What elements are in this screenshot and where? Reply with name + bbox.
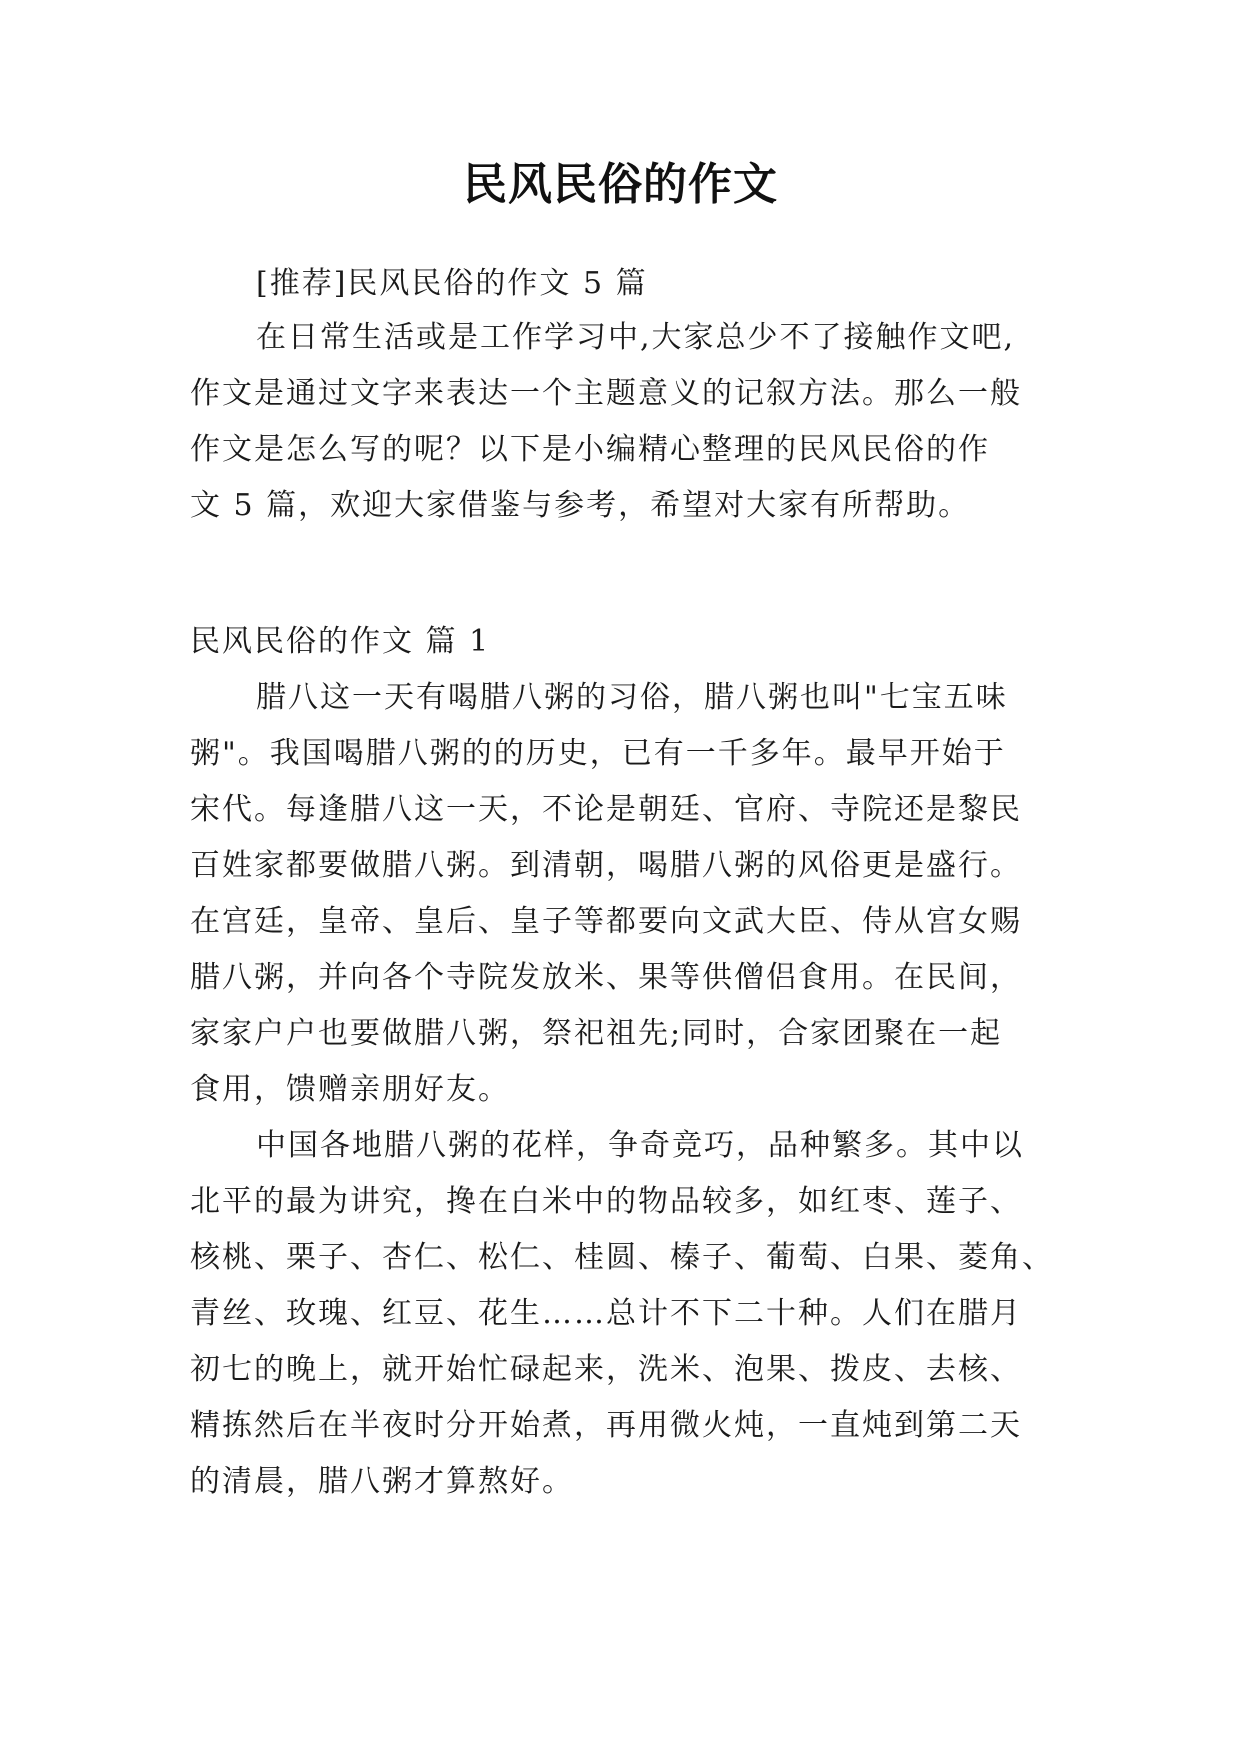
paragraph-line: 腊八这一天有喝腊八粥的习俗，腊八粥也叫"七宝五味 [256, 680, 1008, 715]
paragraph-line: 粥"。我国喝腊八粥的的历史，已有一千多年。最早开始于 [190, 736, 1006, 771]
intro-line: 作文是怎么写的呢？以下是小编精心整理的民风民俗的作 [190, 432, 990, 467]
paragraph-line: 宋代。每逢腊八这一天，不论是朝廷、官府、寺院还是黎民 [190, 792, 1022, 827]
paragraph-line: 家家户户也要做腊八粥，祭祀祖先;同时，合家团聚在一起 [190, 1016, 1003, 1051]
paragraph-line: 食用，馈赠亲朋好友。 [190, 1072, 510, 1107]
intro-line: 作文是通过文字来表达一个主题意义的记叙方法。那么一般 [190, 376, 1022, 411]
paragraph-line: 在宫廷，皇帝、皇后、皇子等都要向文武大臣、侍从宫女赐 [190, 904, 1022, 939]
section-heading: 民风民俗的作文 篇 1 [190, 624, 491, 659]
intro-subtitle: [推荐]民风民俗的作文 5 篇 [256, 266, 648, 301]
paragraph-line: 青丝、玫瑰、红豆、花生……总计不下二十种。人们在腊月 [190, 1296, 1022, 1331]
paragraph-line: 核桃、栗子、杏仁、松仁、桂圆、榛子、葡萄、白果、菱角、 [190, 1240, 1054, 1275]
paragraph-line: 北平的最为讲究，搀在白米中的物品较多，如红枣、莲子、 [190, 1184, 1022, 1219]
paragraph-line: 腊八粥，并向各个寺院发放米、果等供僧侣食用。在民间， [190, 960, 1022, 995]
document-title: 民风民俗的作文 [463, 159, 778, 210]
paragraph-line: 的清晨，腊八粥才算熬好。 [190, 1464, 574, 1499]
intro-line: 在日常生活或是工作学习中,大家总少不了接触作文吧, [256, 320, 1016, 355]
paragraph-line: 初七的晚上，就开始忙碌起来，洗米、泡果、拨皮、去核、 [190, 1352, 1022, 1387]
intro-line: 文 5 篇，欢迎大家借鉴与参考，希望对大家有所帮助。 [190, 488, 971, 523]
paragraph-line: 精拣然后在半夜时分开始煮，再用微火炖，一直炖到第二天 [190, 1408, 1022, 1443]
paragraph-line: 中国各地腊八粥的花样，争奇竞巧，品种繁多。其中以 [256, 1128, 1024, 1163]
paragraph-line: 百姓家都要做腊八粥。到清朝，喝腊八粥的风俗更是盛行。 [190, 848, 1022, 883]
